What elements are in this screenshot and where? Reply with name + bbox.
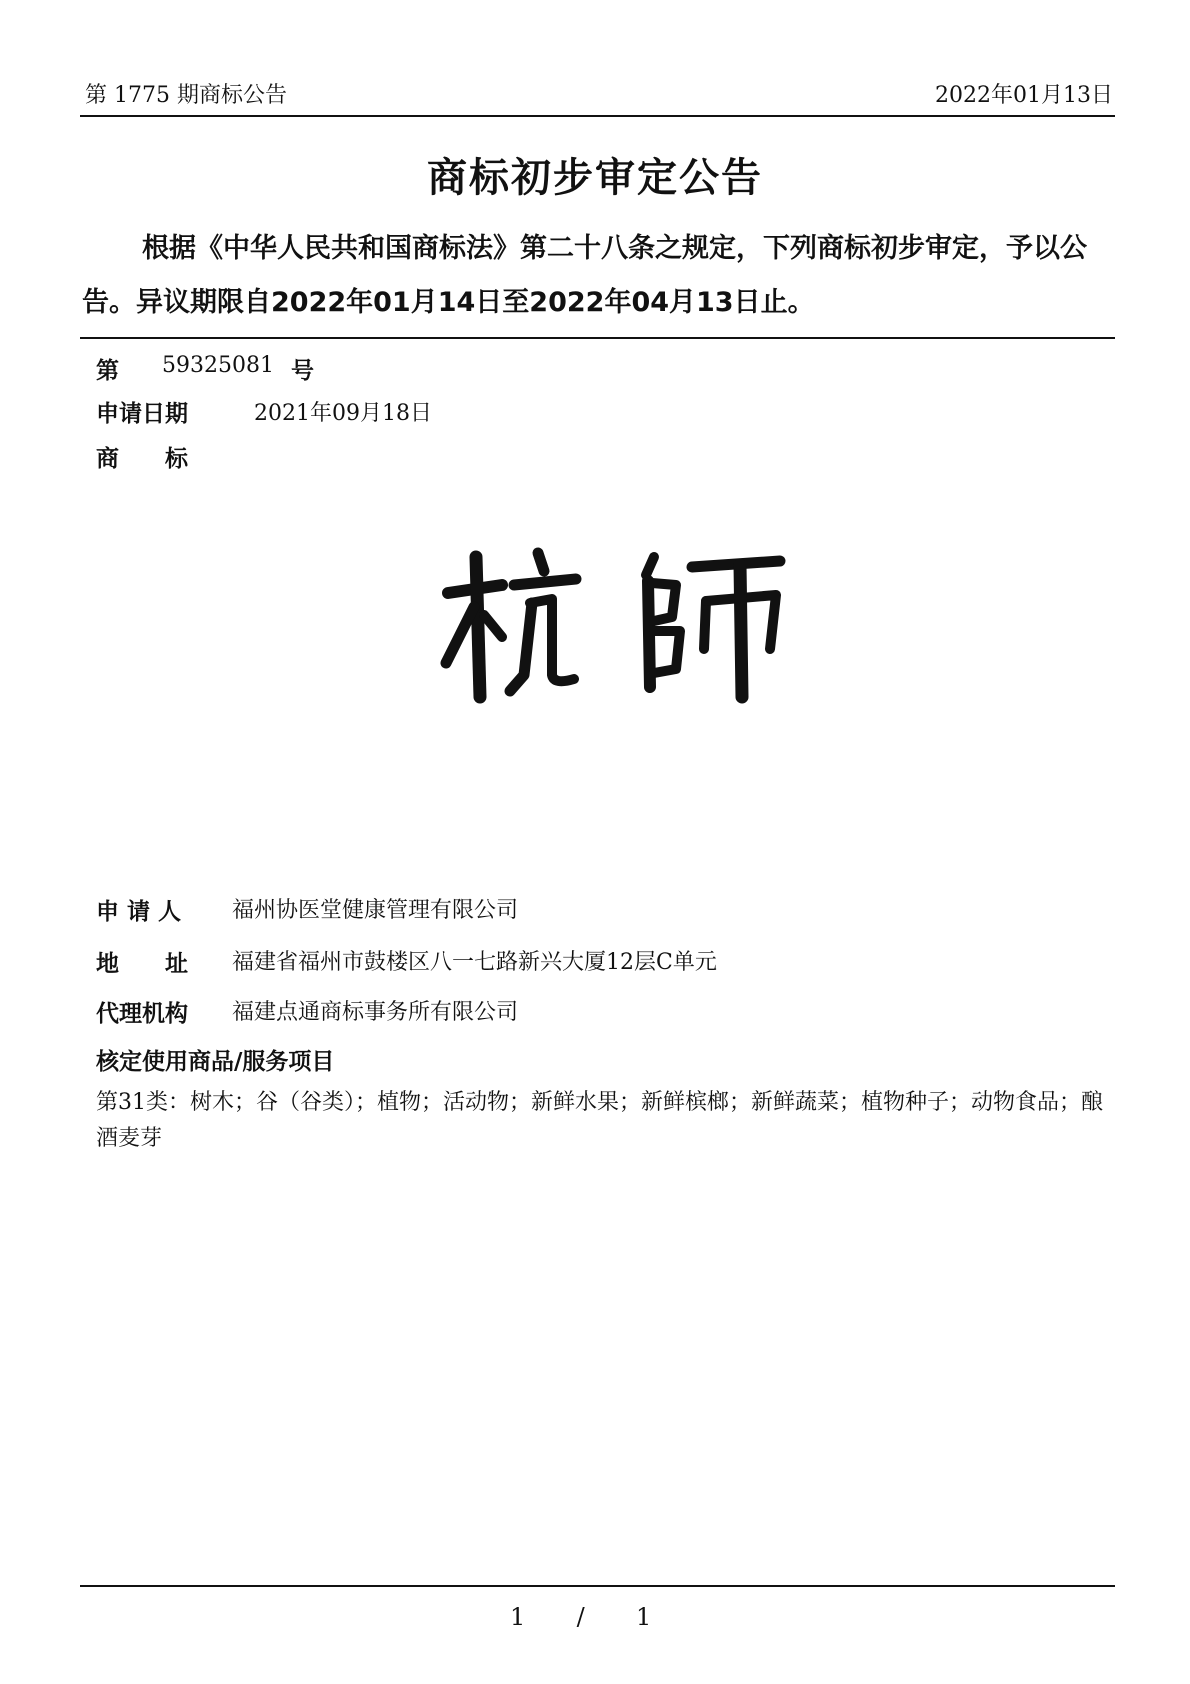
- goods-services-label: 核定使用商品/服务项目: [96, 1049, 335, 1075]
- agent-label: 代理机构: [96, 1001, 188, 1027]
- total-pages: 1: [635, 1603, 652, 1631]
- section-rule: [80, 337, 1115, 339]
- intro-paragraph: 根据《中华人民共和国商标法》第二十八条之规定，下列商标初步审定，予以公告。异议期限自2022年01月14日至2022年04月13日止。: [82, 233, 1087, 318]
- trademark-label: 商 标: [96, 446, 188, 472]
- current-page: 1: [510, 1603, 526, 1631]
- issue-date: 2022年01月13日: [935, 83, 1113, 108]
- registration-number: 59325081: [162, 353, 274, 378]
- number-label-suffix: 号: [291, 358, 314, 384]
- application-date: 2021年09月18日: [254, 401, 432, 426]
- applicant-name: 福州协医堂健康管理有限公司: [232, 898, 519, 923]
- address-label: 地 址: [96, 951, 188, 977]
- number-label-prefix: 第: [96, 358, 119, 384]
- issue-number: 第 1775 期商标公告: [85, 83, 287, 108]
- footer-rule: [80, 1585, 1115, 1587]
- header-rule: [80, 115, 1115, 117]
- applicant-label: 申 请 人: [96, 899, 182, 925]
- page-indicator: [510, 1603, 651, 1631]
- agent-name: 福建点通商标事务所有限公司: [232, 1000, 519, 1025]
- applicant-address: 福建省福州市鼓楼区八一七路新兴大厦12层C单元: [232, 950, 717, 975]
- application-date-label: 申请日期: [96, 401, 188, 427]
- page-separator: /: [576, 1603, 585, 1631]
- goods-services-list: 第31类：树木；谷（谷类）；植物；活动物；新鲜水果；新鲜槟榔；新鲜蔬菜；植物种子；动物食品；酿酒麦芽: [96, 1090, 1103, 1151]
- trademark-image: [440, 545, 800, 705]
- page-title: 商标初步审定公告: [427, 155, 763, 201]
